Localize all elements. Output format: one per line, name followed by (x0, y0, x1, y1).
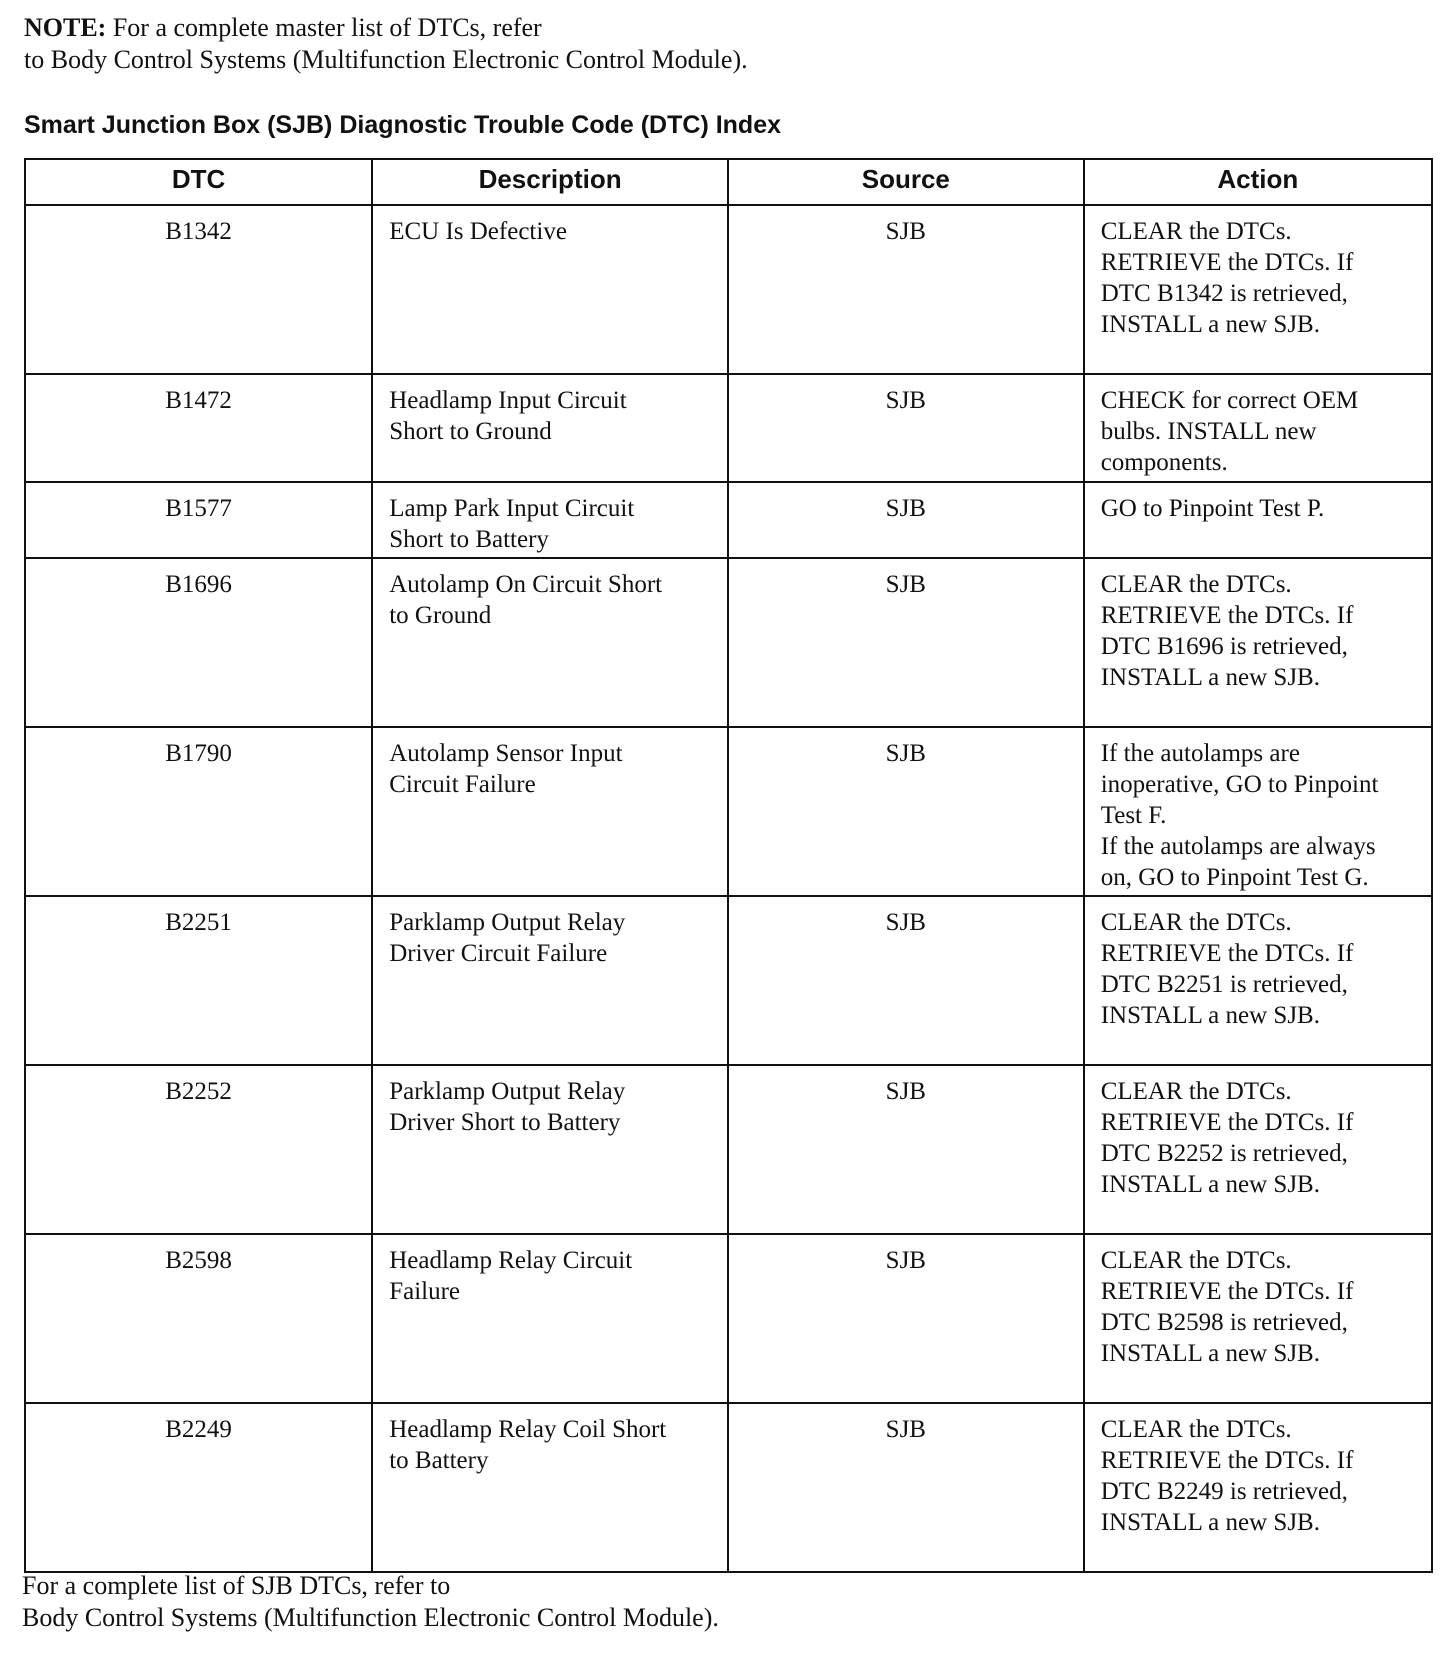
description-line: Failure (389, 1278, 461, 1305)
table-row (25, 374, 1432, 482)
description-line: Headlamp Relay Circuit (389, 1247, 633, 1274)
action-line: INSTALL a new SJB. (1100, 311, 1320, 338)
dtc-action (1084, 205, 1432, 374)
dtc-code: B1342 (25, 205, 372, 374)
action-line: RETRIEVE the DTCs. If (1100, 1278, 1354, 1305)
header-action: Action (1084, 159, 1432, 205)
table-title: Smart Junction Box (SJB) Diagnostic Trouble Code (DTC) Index (24, 111, 782, 139)
table-row (25, 482, 1432, 558)
header-dtc: DTC (25, 159, 372, 205)
action-line: DTC B2251 is retrieved, (1100, 971, 1348, 998)
dtc-description (372, 1234, 728, 1403)
dtc-description (372, 896, 728, 1065)
dtc-description (372, 558, 728, 727)
dtc-index-table (24, 158, 1433, 1573)
footer-line-2: Body Control Systems (Multifunction Electronic Control Module). (22, 1603, 719, 1632)
note-text-1: For a complete master list of DTCs, refer (112, 13, 542, 42)
dtc-description (372, 482, 728, 558)
description-line: to Battery (389, 1447, 489, 1474)
header-description: Description (372, 159, 728, 205)
description-line: Parklamp Output Relay (389, 909, 626, 936)
action-line: Test F. (1100, 802, 1167, 829)
dtc-action (1084, 896, 1432, 1065)
action-line: on, GO to Pinpoint Test G. (1100, 864, 1369, 891)
footer-line-1: For a complete list of SJB DTCs, refer to (22, 1571, 451, 1600)
table-header-row (25, 159, 1432, 205)
dtc-source: SJB (728, 482, 1084, 558)
description-line: Circuit Failure (389, 771, 536, 798)
dtc-source: SJB (728, 205, 1084, 374)
header-source: Source (728, 159, 1084, 205)
description-line: Headlamp Relay Coil Short (389, 1416, 667, 1443)
footer-note (22, 1570, 719, 1634)
dtc-code: B1696 (25, 558, 372, 727)
action-line: inoperative, GO to Pinpoint (1100, 771, 1379, 798)
dtc-action (1084, 482, 1432, 558)
dtc-source: SJB (728, 558, 1084, 727)
description-line: Short to Battery (389, 526, 549, 553)
dtc-code: B1577 (25, 482, 372, 558)
table-row (25, 205, 1432, 374)
action-line: bulbs. INSTALL new (1100, 418, 1317, 445)
action-line: CLEAR the DTCs. (1100, 218, 1292, 245)
dtc-code: B1790 (25, 727, 372, 896)
dtc-source: SJB (728, 1234, 1084, 1403)
dtc-action (1084, 374, 1432, 482)
table-row (25, 1234, 1432, 1403)
dtc-description (372, 727, 728, 896)
action-line: DTC B1342 is retrieved, (1100, 280, 1348, 307)
description-line: Headlamp Input Circuit (389, 387, 627, 414)
description-line: ECU Is Defective (389, 218, 567, 245)
description-line: Autolamp On Circuit Short (389, 571, 663, 598)
dtc-description (372, 374, 728, 482)
dtc-action (1084, 1234, 1432, 1403)
dtc-source: SJB (728, 374, 1084, 482)
action-line: CLEAR the DTCs. (1100, 571, 1292, 598)
description-line: Lamp Park Input Circuit (389, 495, 635, 522)
dtc-description (372, 1065, 728, 1234)
dtc-source: SJB (728, 1065, 1084, 1234)
table-row (25, 558, 1432, 727)
action-line: INSTALL a new SJB. (1100, 1340, 1320, 1367)
action-line: If the autolamps are always (1100, 833, 1376, 860)
action-line: RETRIEVE the DTCs. If (1100, 249, 1354, 276)
action-line: CLEAR the DTCs. (1100, 909, 1292, 936)
action-line: DTC B2252 is retrieved, (1100, 1140, 1348, 1167)
action-line: INSTALL a new SJB. (1100, 1509, 1320, 1536)
description-line: Parklamp Output Relay (389, 1078, 626, 1105)
table-row (25, 1065, 1432, 1234)
dtc-code: B1472 (25, 374, 372, 482)
dtc-code: B2249 (25, 1403, 372, 1572)
action-line: CLEAR the DTCs. (1100, 1247, 1292, 1274)
dtc-source: SJB (728, 1403, 1084, 1572)
table-row (25, 1403, 1432, 1572)
dtc-action (1084, 1065, 1432, 1234)
dtc-source: SJB (728, 727, 1084, 896)
action-line: CLEAR the DTCs. (1100, 1416, 1292, 1443)
note-label: NOTE: (24, 13, 107, 42)
action-line: GO to Pinpoint Test P. (1100, 495, 1325, 522)
action-line: RETRIEVE the DTCs. If (1100, 602, 1354, 629)
description-line: Autolamp Sensor Input (389, 740, 623, 767)
dtc-source: SJB (728, 896, 1084, 1065)
dtc-action (1084, 558, 1432, 727)
note-line-2: to Body Control Systems (Multifunction Electronic Control Module). (24, 45, 748, 74)
action-line: CLEAR the DTCs. (1100, 1078, 1292, 1105)
action-line: RETRIEVE the DTCs. If (1100, 1109, 1354, 1136)
note-block (24, 12, 748, 76)
action-line: CHECK for correct OEM (1100, 387, 1359, 414)
action-line: RETRIEVE the DTCs. If (1100, 940, 1354, 967)
table-row (25, 896, 1432, 1065)
dtc-action (1084, 727, 1432, 896)
description-line: to Ground (389, 602, 492, 629)
action-line: INSTALL a new SJB. (1100, 1002, 1320, 1029)
action-line: DTC B2598 is retrieved, (1100, 1309, 1348, 1336)
action-line: RETRIEVE the DTCs. If (1100, 1447, 1354, 1474)
dtc-action (1084, 1403, 1432, 1572)
action-line: If the autolamps are (1100, 740, 1300, 767)
action-line: components. (1100, 449, 1228, 476)
dtc-description (372, 205, 728, 374)
description-line: Short to Ground (389, 418, 552, 445)
dtc-code: B2251 (25, 896, 372, 1065)
action-line: INSTALL a new SJB. (1100, 1171, 1320, 1198)
dtc-code: B2598 (25, 1234, 372, 1403)
action-line: INSTALL a new SJB. (1100, 664, 1320, 691)
action-line: DTC B2249 is retrieved, (1100, 1478, 1348, 1505)
description-line: Driver Circuit Failure (389, 940, 608, 967)
note-line-1 (24, 12, 748, 44)
description-line: Driver Short to Battery (389, 1109, 621, 1136)
dtc-code: B2252 (25, 1065, 372, 1234)
action-line: DTC B1696 is retrieved, (1100, 633, 1348, 660)
table-row (25, 727, 1432, 896)
dtc-description (372, 1403, 728, 1572)
